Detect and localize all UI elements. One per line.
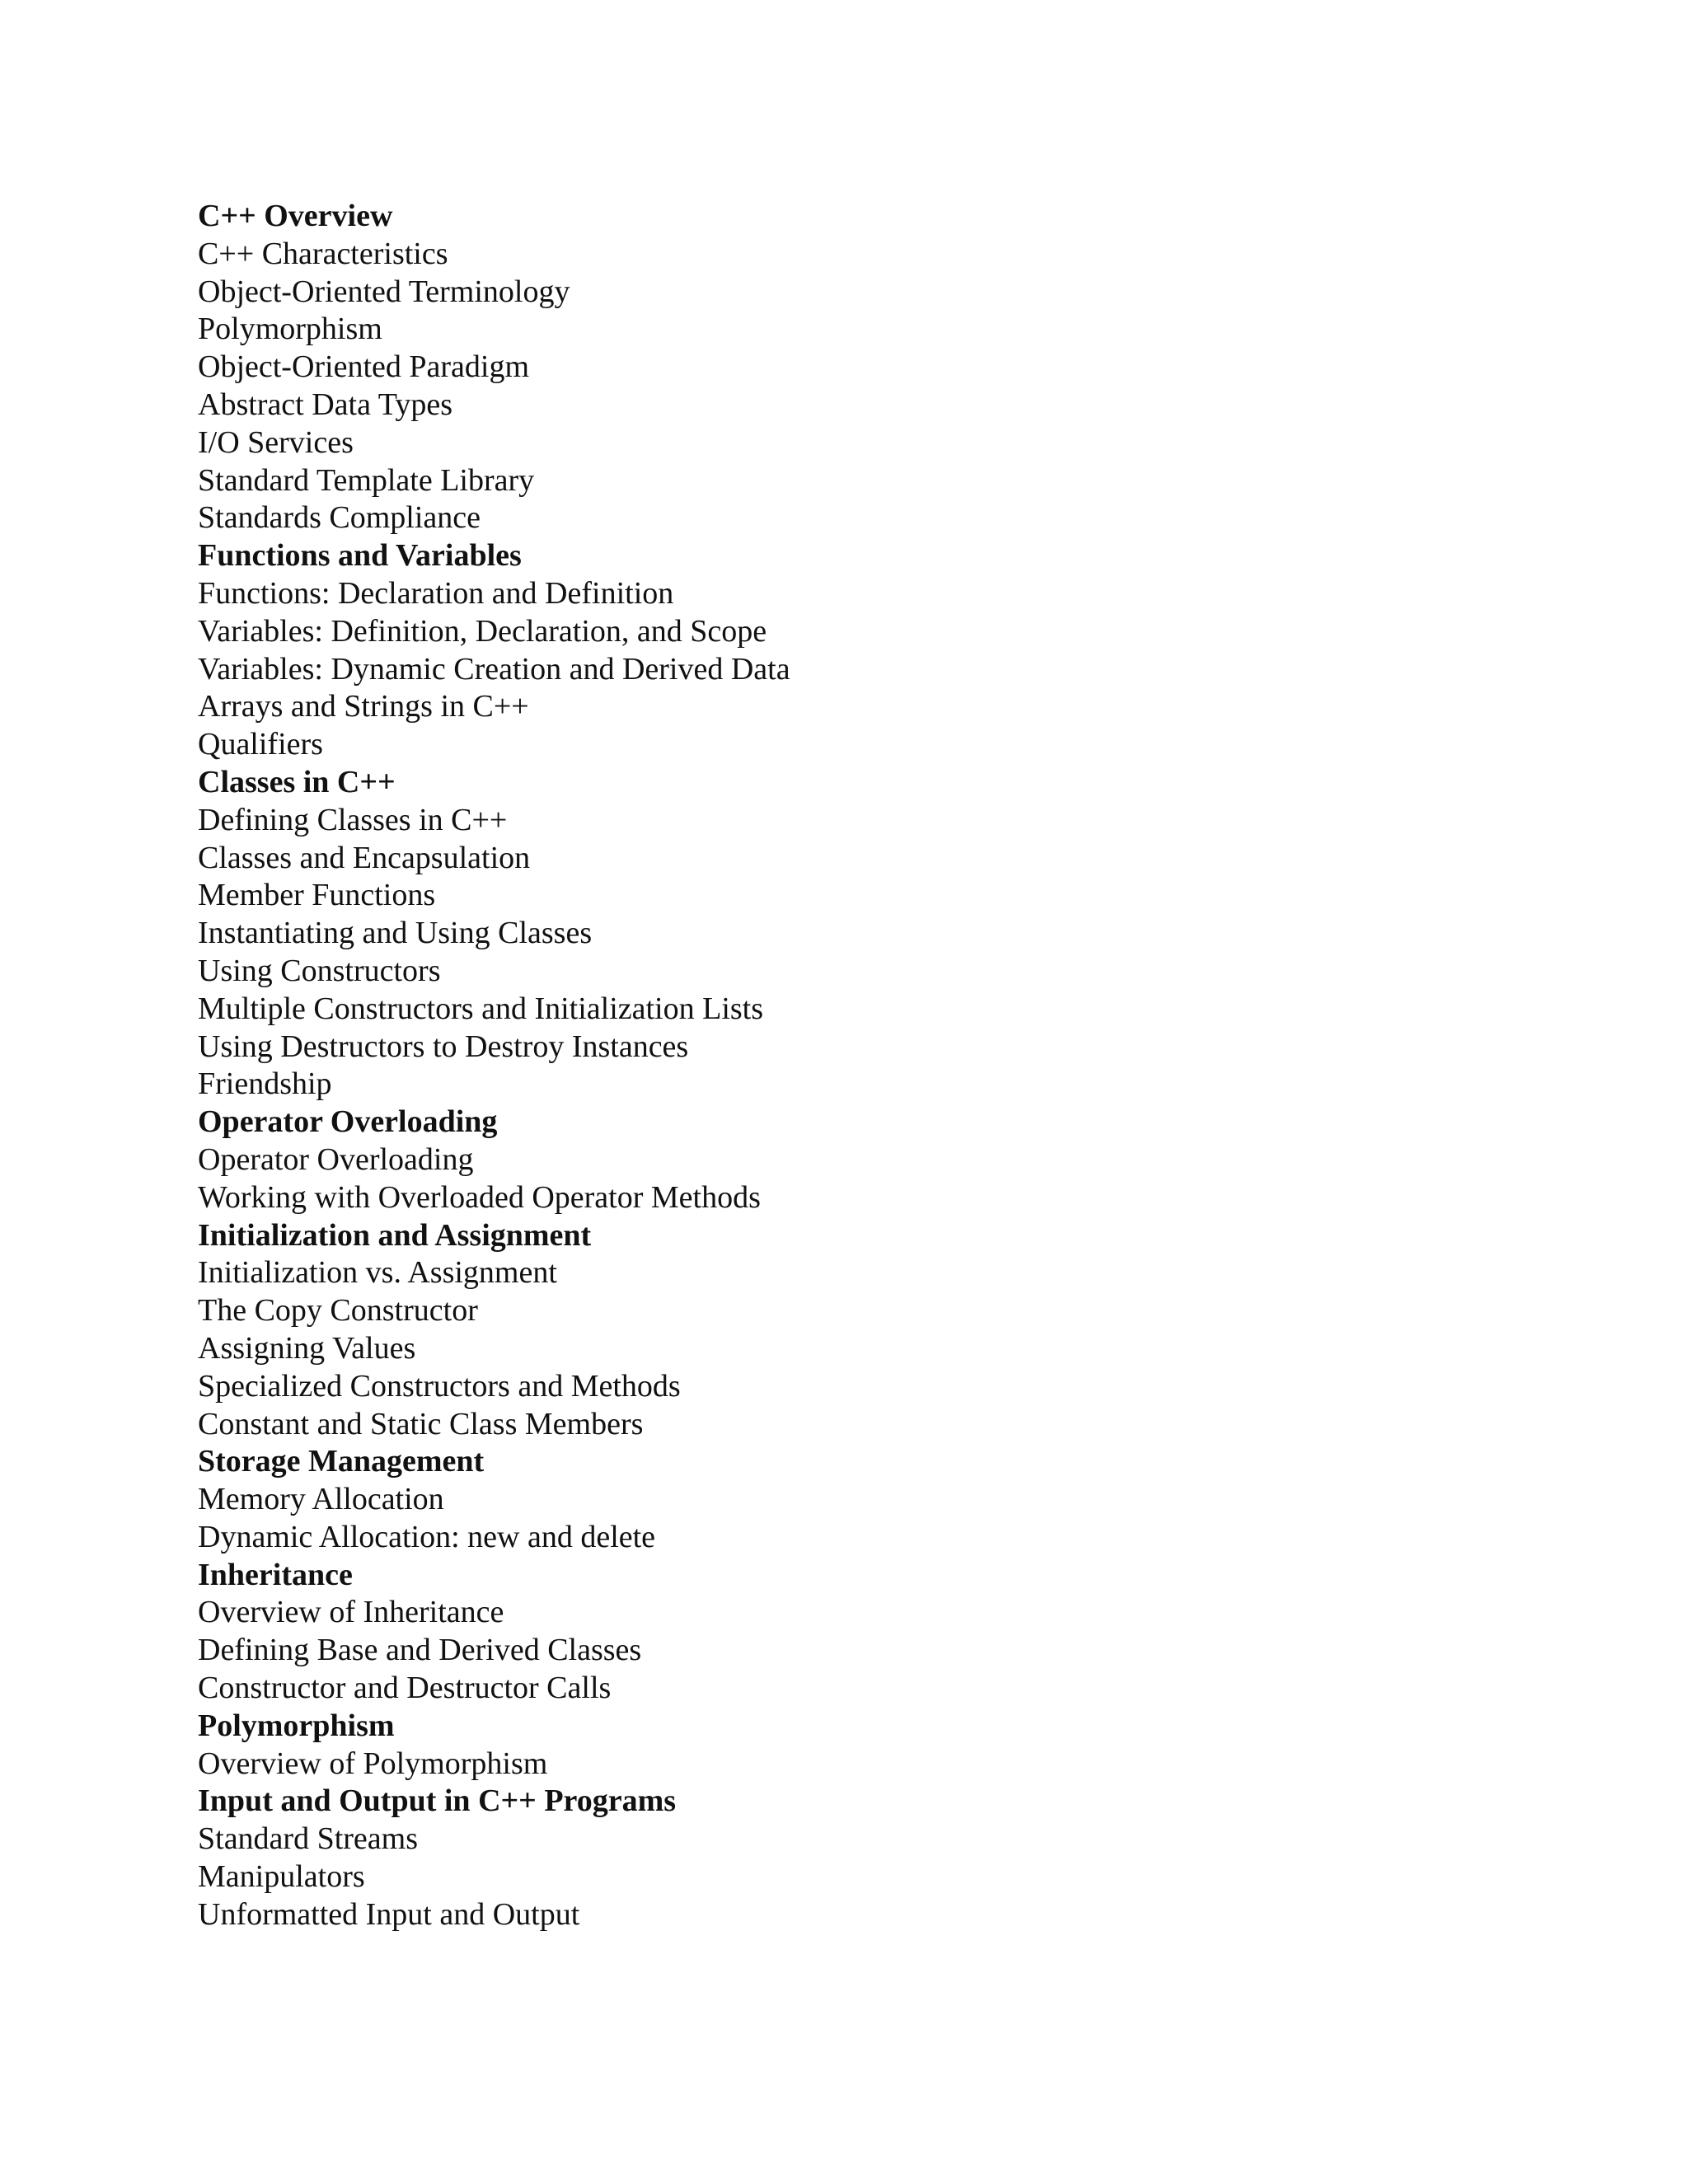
topic-item: The Copy Constructor [198,1293,478,1329]
topic-item: Multiple Constructors and Initialization Lists [198,991,764,1026]
topic-item: Qualifiers [198,727,323,762]
topic-item: Defining Base and Derived Classes [198,1633,642,1668]
topic-item: Initialization vs. Assignment [198,1255,557,1291]
topic-item: Object-Oriented Paradigm [198,349,530,385]
topic-item: I/O Services [198,424,354,460]
section-heading: Classes in C++ [198,764,396,799]
topic-item: Friendship [198,1066,332,1102]
topic-item: Classes and Encapsulation [198,840,531,875]
topic-item: Using Constructors [198,953,441,988]
topic-item: Overview of Polymorphism [198,1746,548,1781]
topic-item: C++ Characteristics [198,236,448,271]
topic-item: Variables: Definition, Declaration, and Scope [198,613,767,649]
topic-item: Working with Overloaded Operator Methods [198,1179,761,1215]
topic-item: Arrays and Strings in C++ [198,689,529,724]
section-heading: C++ Overview [198,199,393,233]
section-heading: Polymorphism [198,1708,395,1743]
topic-item: Defining Classes in C++ [198,802,508,837]
topic-item: Specialized Constructors and Methods [198,1368,681,1404]
topic-item: Member Functions [198,878,436,913]
section-heading: Initialization and Assignment [198,1217,592,1253]
topic-item: Instantiating and Using Classes [198,916,593,951]
topic-item: Constructor and Destructor Calls [198,1671,612,1706]
topic-item: Using Destructors to Destroy Instances [198,1029,689,1064]
topic-item: Constant and Static Class Members [198,1406,644,1441]
topic-item: Manipulators [198,1859,365,1895]
section-heading: Inheritance [198,1557,353,1592]
topic-item: Operator Overloading [198,1141,474,1177]
topic-item: Standards Compliance [198,500,481,536]
topic-item: Object-Oriented Terminology [198,274,570,309]
topic-item: Standard Streams [198,1821,419,1857]
course-outline [198,198,790,1934]
topic-item: Unformatted Input and Output [198,1896,580,1932]
topic-item: Dynamic Allocation: new and delete [198,1519,656,1554]
section-heading: Functions and Variables [198,538,522,574]
topic-item: Overview of Inheritance [198,1595,504,1630]
section-heading: Operator Overloading [198,1104,498,1140]
topic-item: Polymorphism [198,312,382,347]
topic-item: Variables: Dynamic Creation and Derived Data [198,651,790,687]
topic-item: Standard Template Library [198,462,535,498]
section-heading: Input and Output in C++ Programs [198,1783,677,1819]
topic-item: Functions: Declaration and Definition [198,575,674,611]
section-heading: Storage Management [198,1444,485,1479]
topic-item: Assigning Values [198,1330,416,1366]
topic-item: Memory Allocation [198,1482,444,1517]
topic-item: Abstract Data Types [198,387,452,422]
